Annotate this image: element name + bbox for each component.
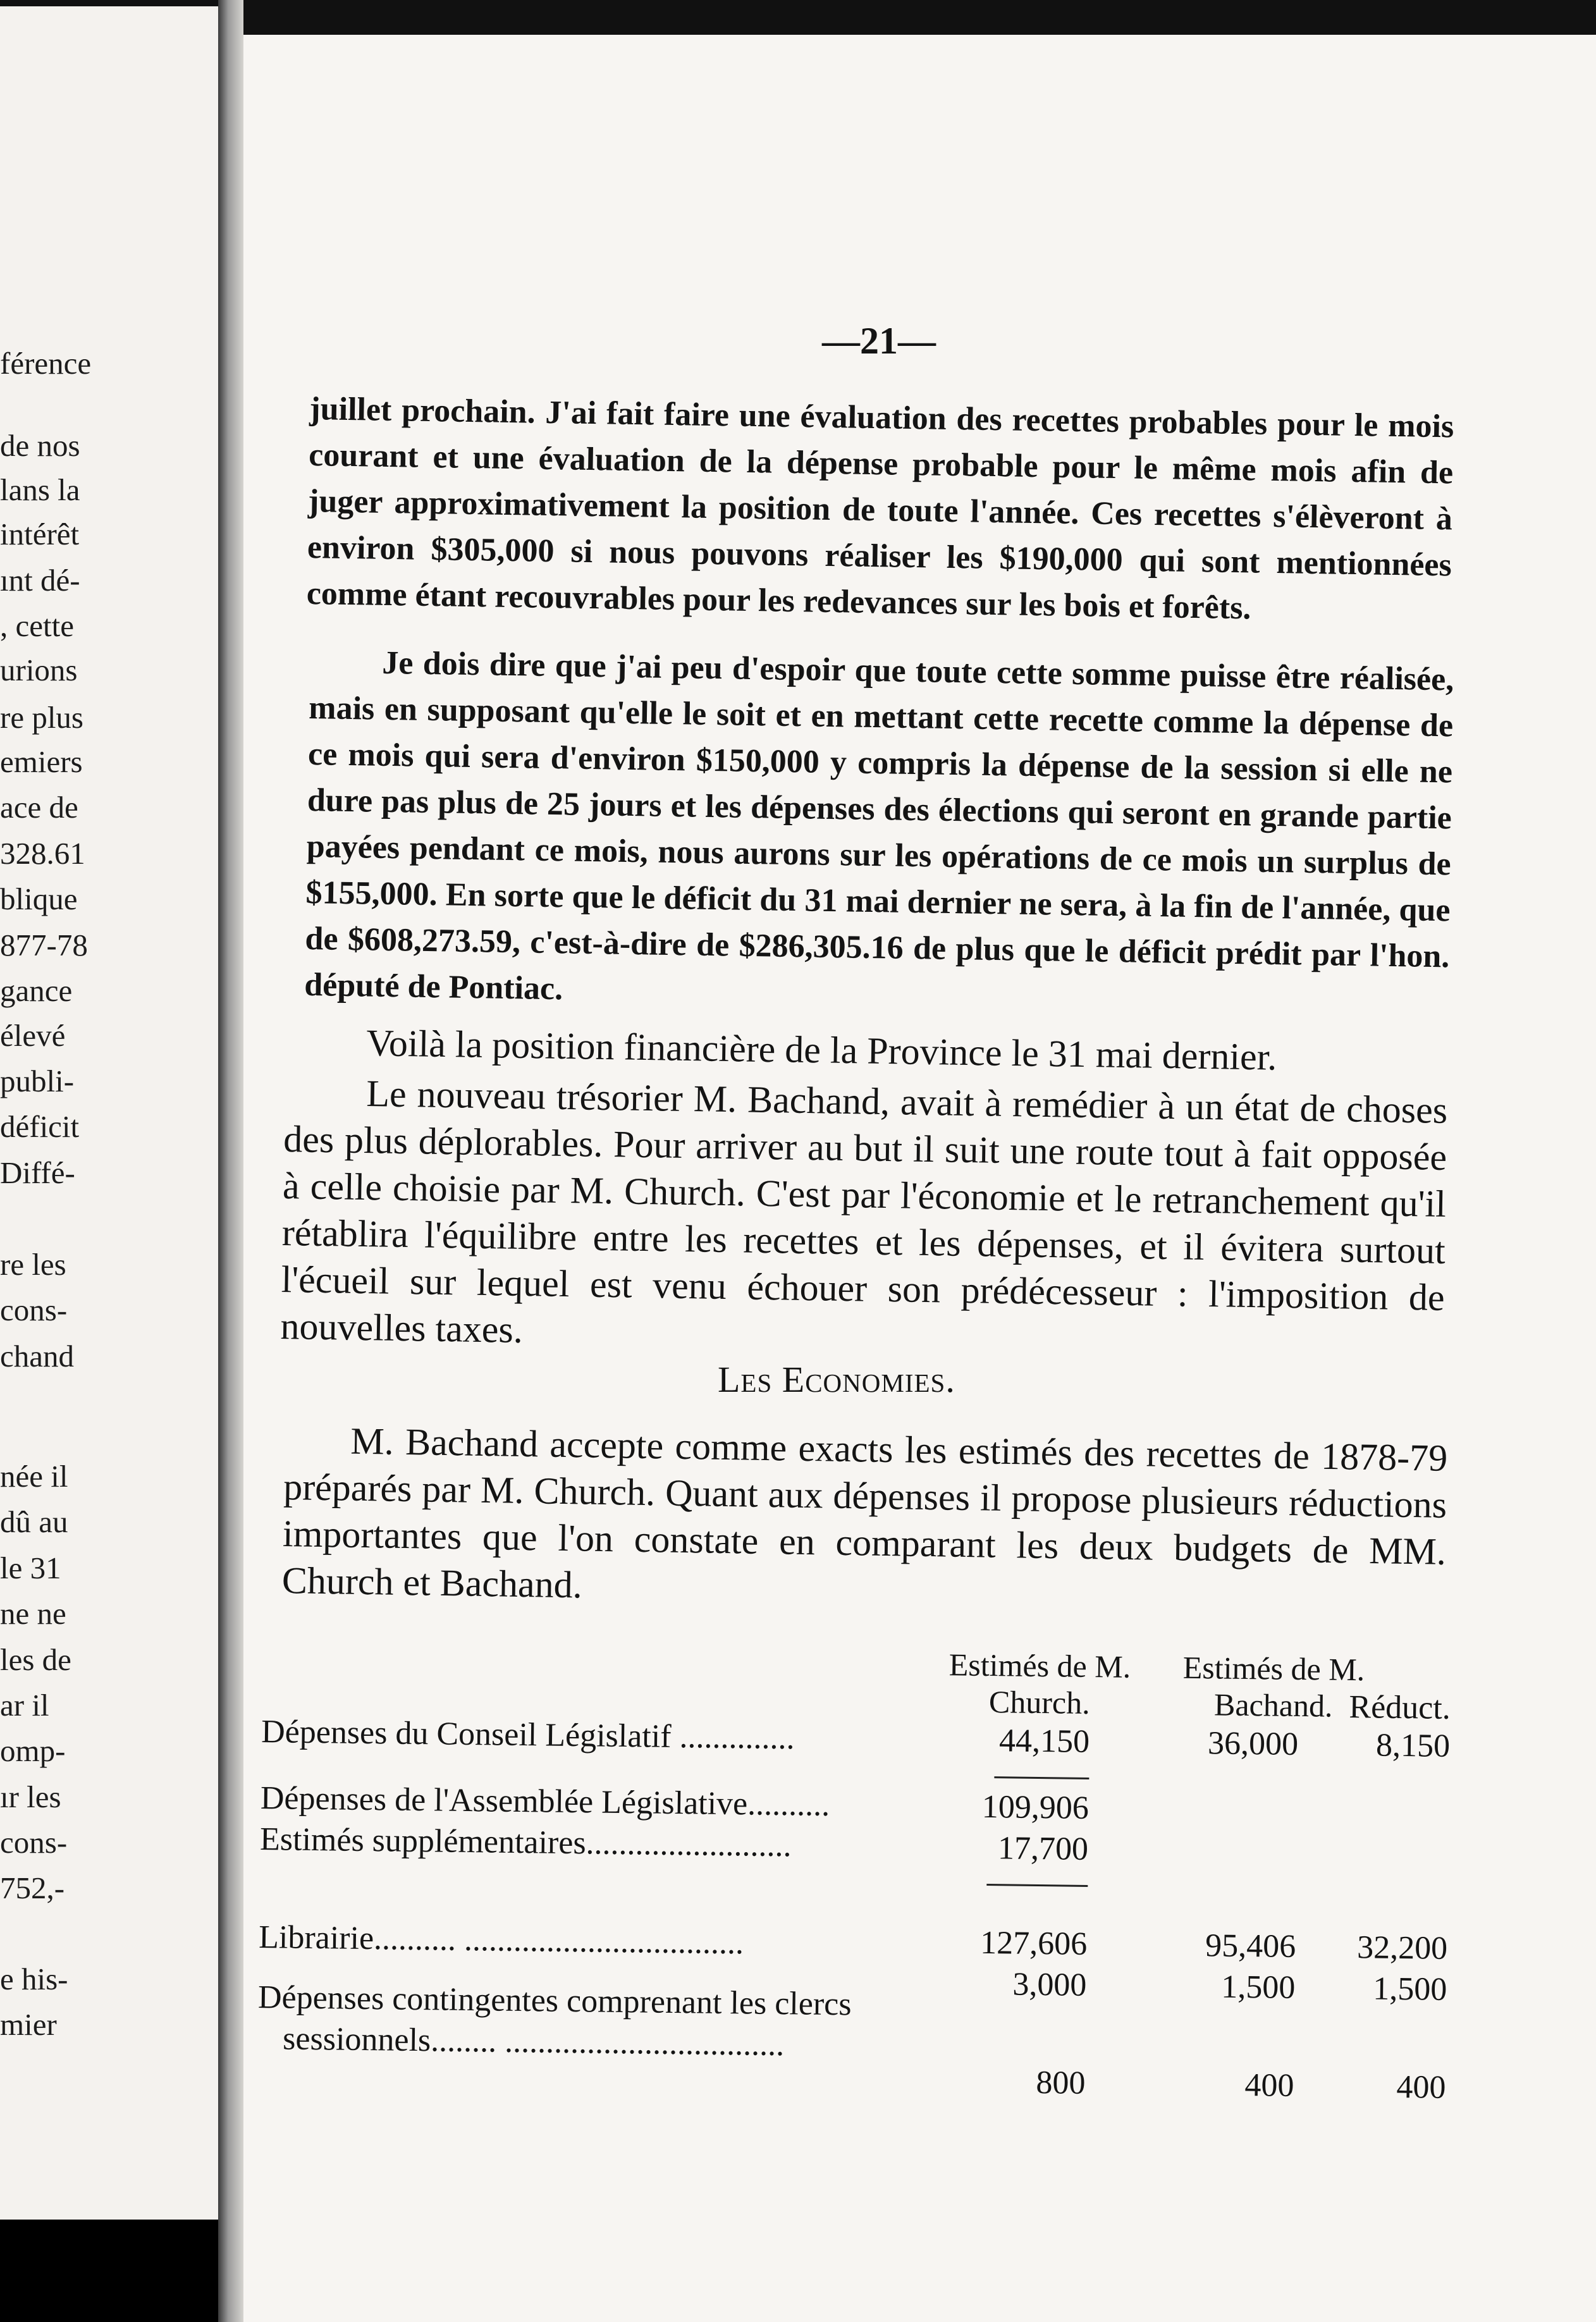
bachand-value: 400 (1244, 2067, 1294, 2104)
left-page-fragment (0, 6, 235, 2220)
section-heading: Les Economies. (718, 1359, 955, 1400)
left-line: omp- (0, 1733, 66, 1768)
page-number: —21— (822, 320, 936, 362)
left-line: le 31 (0, 1551, 61, 1585)
book-gutter (218, 0, 243, 2322)
reduct-value: 32,200 (1356, 1929, 1448, 1967)
left-line: ace de (0, 790, 78, 825)
left-line: , cette (0, 608, 74, 643)
left-line: publi- (0, 1064, 75, 1098)
left-line: ar il (0, 1688, 49, 1723)
left-line: les de (0, 1642, 71, 1677)
reduct-value: 1,500 (1373, 1970, 1447, 2008)
left-line: dû au (0, 1504, 68, 1539)
left-line: ır les (0, 1779, 61, 1814)
left-line: 752,- (0, 1870, 65, 1905)
row-label: Dépenses de l'Assemblée Législative.......... (260, 1779, 830, 1823)
left-line: ne ne (0, 1596, 66, 1631)
bachand-value: 1,500 (1221, 1969, 1296, 2006)
paragraph-3: Voilà la position financière de la Province le 31 mai dernier. (365, 1022, 1277, 1078)
reduct-value: 8,150 (1375, 1727, 1451, 1764)
left-line: lans la (0, 472, 80, 507)
church-value: 3,000 (1012, 1966, 1087, 2003)
left-line: déficit (0, 1109, 80, 1144)
left-line: chand (0, 1339, 74, 1373)
row-label: Dépenses du Conseil Législatif .............. (261, 1713, 795, 1757)
left-line: emiers (0, 744, 83, 779)
reduct-value: 400 (1396, 2068, 1446, 2106)
church-value: 17,700 (997, 1830, 1089, 1867)
row-label: Dépenses contingentes comprenant les clercs (257, 1979, 852, 2023)
left-line: e his- (0, 1962, 68, 1996)
paragraph-4: Le nouveau trésorier M. Bachand, avait à remédier à un état de choses des plus déplorables. Pour arriver au but il suit une route tout à fait opposée à celle choisie par M. Church. C'est par l'économie et le retranchement qu'il rétablira l'équilibre entre les recettes et les dépenses, et il évitera surtout l'écueil sur lequel est venu échouer son prédécesseur : l'imposition de nouvelles taxes. (280, 1072, 1448, 1351)
left-line: ınt dé- (0, 563, 80, 598)
bachand-value: 95,406 (1205, 1927, 1296, 1965)
church-value: 44,150 (998, 1723, 1090, 1760)
left-line: re les (0, 1247, 66, 1282)
church-value: 800 (1036, 2065, 1086, 2101)
row-label: sessionnels........ .................................. (282, 2020, 785, 2063)
left-line: cons- (0, 1293, 68, 1327)
bachand-value: 36,000 (1207, 1725, 1299, 1763)
paragraph-2: Je dois dire que j'ai peu d'espoir que toute cette somme puisse être réalisée, mais en supposant qu'elle le soit et en mettant cette recette comme la dépense de ce mois qui sera d'environ $150,000 y compris la dépense de la session si elle ne dure pas plus de 25 jours et les dépenses des élections qui seront en grande partie payées pendant ce mois, nous aurons sur les opérations de ce mois un surplus de $155,000. En sorte que le déficit du 31 mai dernier ne sera, à la fin de l'année, que de $608,273.59, c'est-à-dire de $286,305.16 de plus que le déficit prédit par l'hon. député de Pontiac. (304, 644, 1454, 1007)
church-value: 127,606 (979, 1924, 1088, 1962)
header-bachand: Estimés de M. Bachand. (1182, 1649, 1365, 1724)
paragraph-5: M. Bachand accepte comme exacts les estimés des recettes de 1878-79 préparés par M. Church. Quant aux dépenses il propose plusieurs réductions importantes que l'on constate en comparant les deux budgets de MM. Church et Bachand. (281, 1420, 1448, 1606)
left-line: Diffé- (0, 1155, 75, 1190)
left-line: mier (0, 2007, 57, 2042)
left-line: gance (0, 973, 73, 1008)
left-line: de nos (0, 428, 80, 463)
left-line: férence (0, 346, 92, 381)
left-line: blique (0, 882, 78, 916)
left-line: re plus (0, 700, 83, 735)
row-label: Estimés supplémentaires......................... (259, 1821, 792, 1864)
left-line: 877-78 (0, 928, 88, 962)
header-church: Estimés de M. Church. (948, 1647, 1131, 1721)
header-reduct: Réduct. (1349, 1689, 1451, 1726)
left-line: élevé (0, 1018, 66, 1053)
left-line: urions (0, 653, 78, 687)
church-value: 109,906 (981, 1788, 1090, 1826)
left-line: intérêt (0, 517, 80, 551)
left-line: née il (0, 1459, 68, 1494)
table-row (1298, 1688, 1451, 1728)
row-label: Librairie.......... .................................. (258, 1919, 744, 1962)
left-line: cons- (0, 1825, 68, 1860)
left-line: 328.61 (0, 836, 85, 871)
paragraph-1: juillet prochain. J'ai fait faire une évaluation des recettes probables pour le mois courant et une évaluation de la dépense probable pour le même mois afin de juger approximativement la position de toute l'année. Ces recettes s'élèveront à environ $305,000 si nous pouvons réaliser les $190,000 qui sont mentionnées comme étant recouvrables pour les redevances sur les bois et forêts. (306, 390, 1454, 627)
